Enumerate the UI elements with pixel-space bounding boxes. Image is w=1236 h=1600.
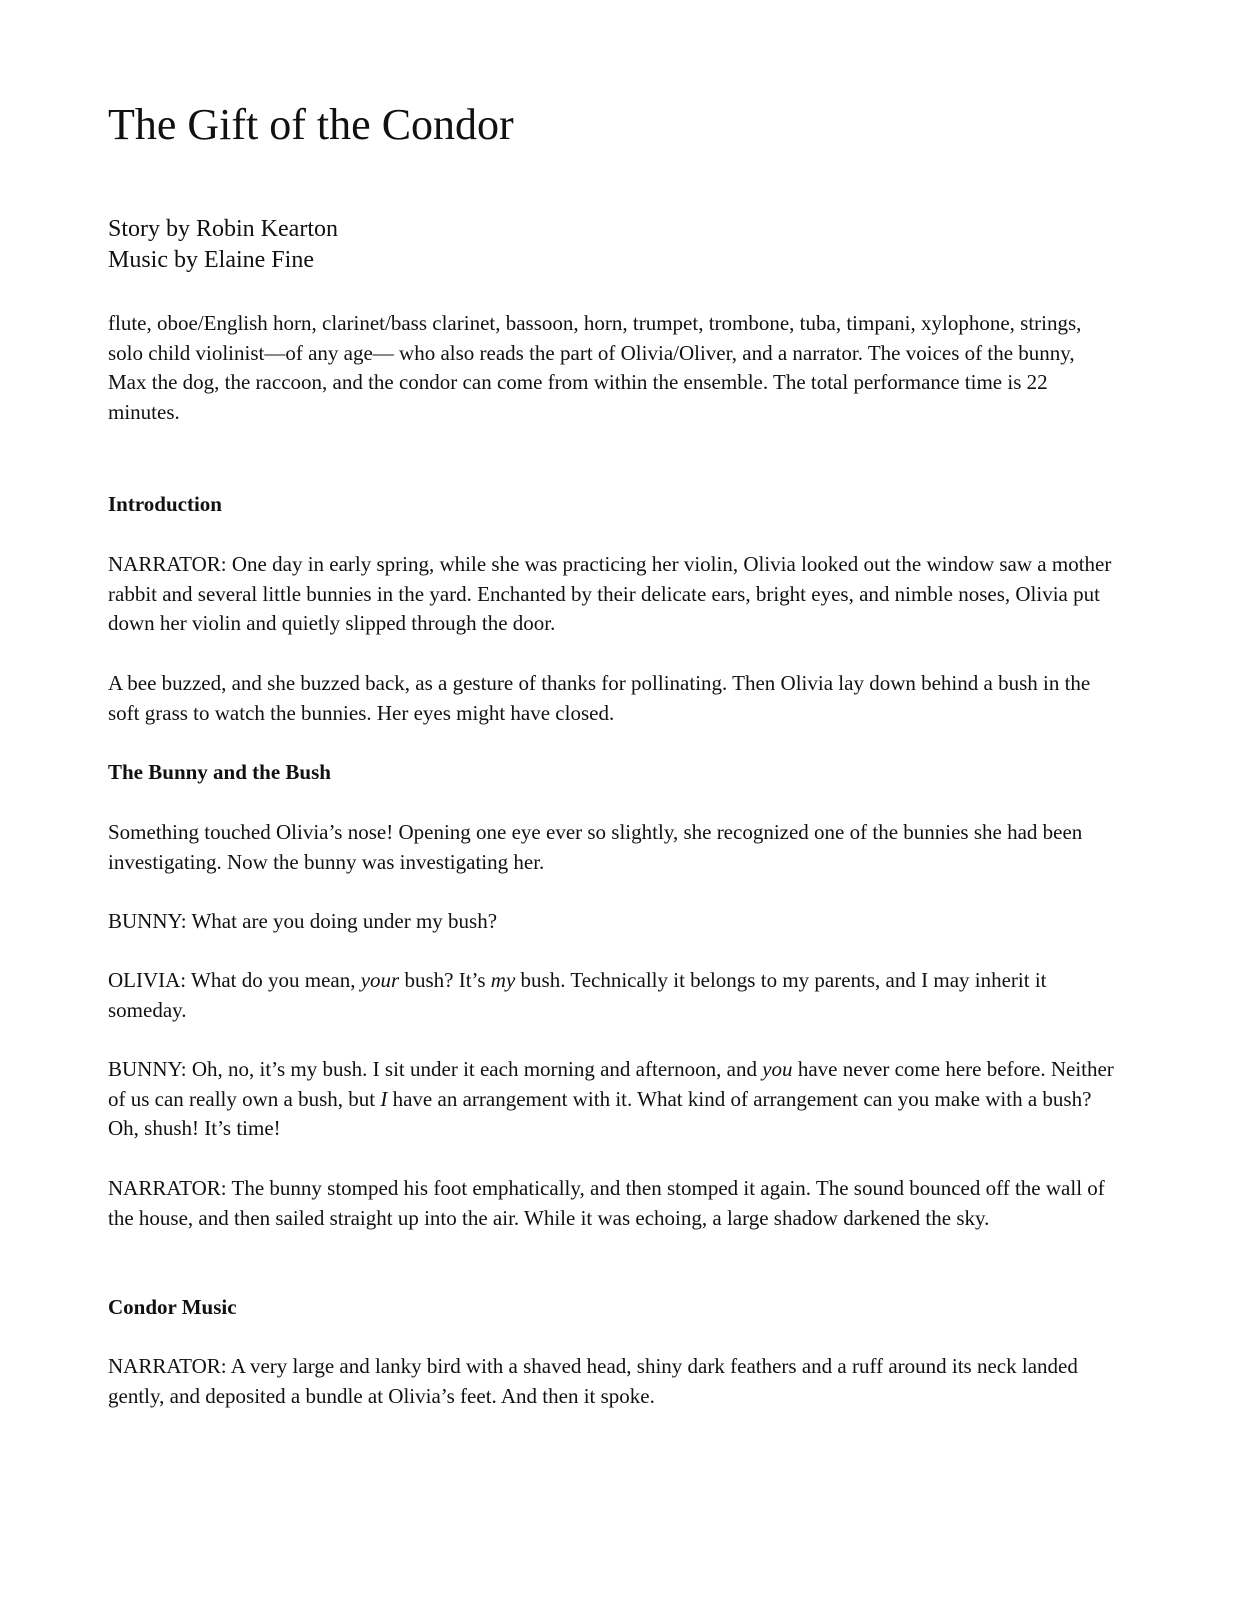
credits xyxy=(108,214,338,276)
p4-emphasis-i: I xyxy=(380,1086,388,1111)
p3-text-a: OLIVIA: What do you mean, xyxy=(108,968,361,992)
bunny-bush-section xyxy=(108,758,1118,788)
music-credit: Music by Elaine Fine xyxy=(108,247,314,273)
bunny-bush-heading: The Bunny and the Bush xyxy=(108,760,331,784)
p3-text-b: bush? It’s xyxy=(399,968,491,992)
p3-emphasis-your: your xyxy=(360,968,400,992)
condor-paragraph-1: NARRATOR: A very large and lanky bird with a shaved head, shiny dark feathers and a ruff around its neck landed gently, and deposited a bundle at Olivia’s feet. And then it spoke. xyxy=(108,1354,1078,1408)
bunny-bush-p4-block xyxy=(108,1055,1118,1144)
introduction-p1-block xyxy=(108,550,1118,639)
instrumentation-block xyxy=(108,309,1118,427)
bunny-bush-p1-block xyxy=(108,818,1118,877)
bunny-bush-p2-block xyxy=(108,907,1118,937)
condor-heading: Condor Music xyxy=(108,1295,237,1319)
p4-text-a: BUNNY: Oh, no, it’s my bush. I sit under it each morning and afternoon, and xyxy=(108,1057,763,1081)
bunny-bush-paragraph-1: Something touched Olivia’s nose! Opening one eye ever so slightly, she recognized one of the bunnies she had been investigating. Now the bunny was investigating her. xyxy=(108,820,1083,874)
bunny-bush-paragraph-2: BUNNY: What are you doing under my bush? xyxy=(108,909,498,933)
p4-text-b: have never come here before. Neither of us can really own a bush, but xyxy=(108,1057,1114,1111)
bunny-bush-p3-block xyxy=(108,966,1118,1025)
p3-emphasis-my: my xyxy=(490,968,516,992)
p4-text-c: have an arrangement with it. What kind of arrangement can you make with a bush? Oh, shush! It’s time! xyxy=(108,1086,1092,1141)
bunny-bush-p5-block xyxy=(108,1174,1118,1233)
introduction-paragraph-1: NARRATOR: One day in early spring, while she was practicing her violin, Olivia looked out the window saw a mother rabbit and several little bunnies in the yard. Enchanted by their delicate ears, bright eyes, and nimble noses, Olivia put down her violin and quietly slipped through the door. xyxy=(108,552,1112,636)
introduction-section xyxy=(108,490,1118,520)
introduction-heading: Introduction xyxy=(108,492,222,516)
bunny-bush-paragraph-4 xyxy=(108,1055,1118,1144)
bunny-bush-paragraph-3 xyxy=(108,966,1118,1025)
story-credit: Story by Robin Kearton xyxy=(108,216,338,242)
introduction-paragraph-2: A bee buzzed, and she buzzed back, as a gesture of thanks for pollinating. Then Olivia lay down behind a bush in the soft grass to watch the bunnies. Her eyes might have closed. xyxy=(108,671,1091,725)
document-title: The Gift of the Condor xyxy=(108,100,514,149)
introduction-p2-block xyxy=(108,669,1118,728)
condor-p1-block xyxy=(108,1352,1118,1411)
p3-text-c: bush. Technically it belongs to my parents, and I may inherit it someday. xyxy=(108,968,1047,1022)
bunny-bush-paragraph-5: NARRATOR: The bunny stomped his foot emphatically, and then stomped it again. The sound bounced off the wall of the house, and then sailed straight up into the air. While it was echoing, a large shadow darkened the sky. xyxy=(108,1176,1105,1230)
p4-emphasis-you: you xyxy=(762,1057,793,1081)
condor-section xyxy=(108,1293,1118,1323)
instrumentation-paragraph: flute, oboe/English horn, clarinet/bass clarinet, bassoon, horn, trumpet, trombone, tuba, timpani, xylophone, strings, solo child violinist—of any age— who also reads the part of Olivia/Oliver, and a narrator. The voices of the bunny, Max the dog, the raccoon, and the condor can come from within the ensemble. The total performance time is 22 minutes. xyxy=(108,311,1082,424)
